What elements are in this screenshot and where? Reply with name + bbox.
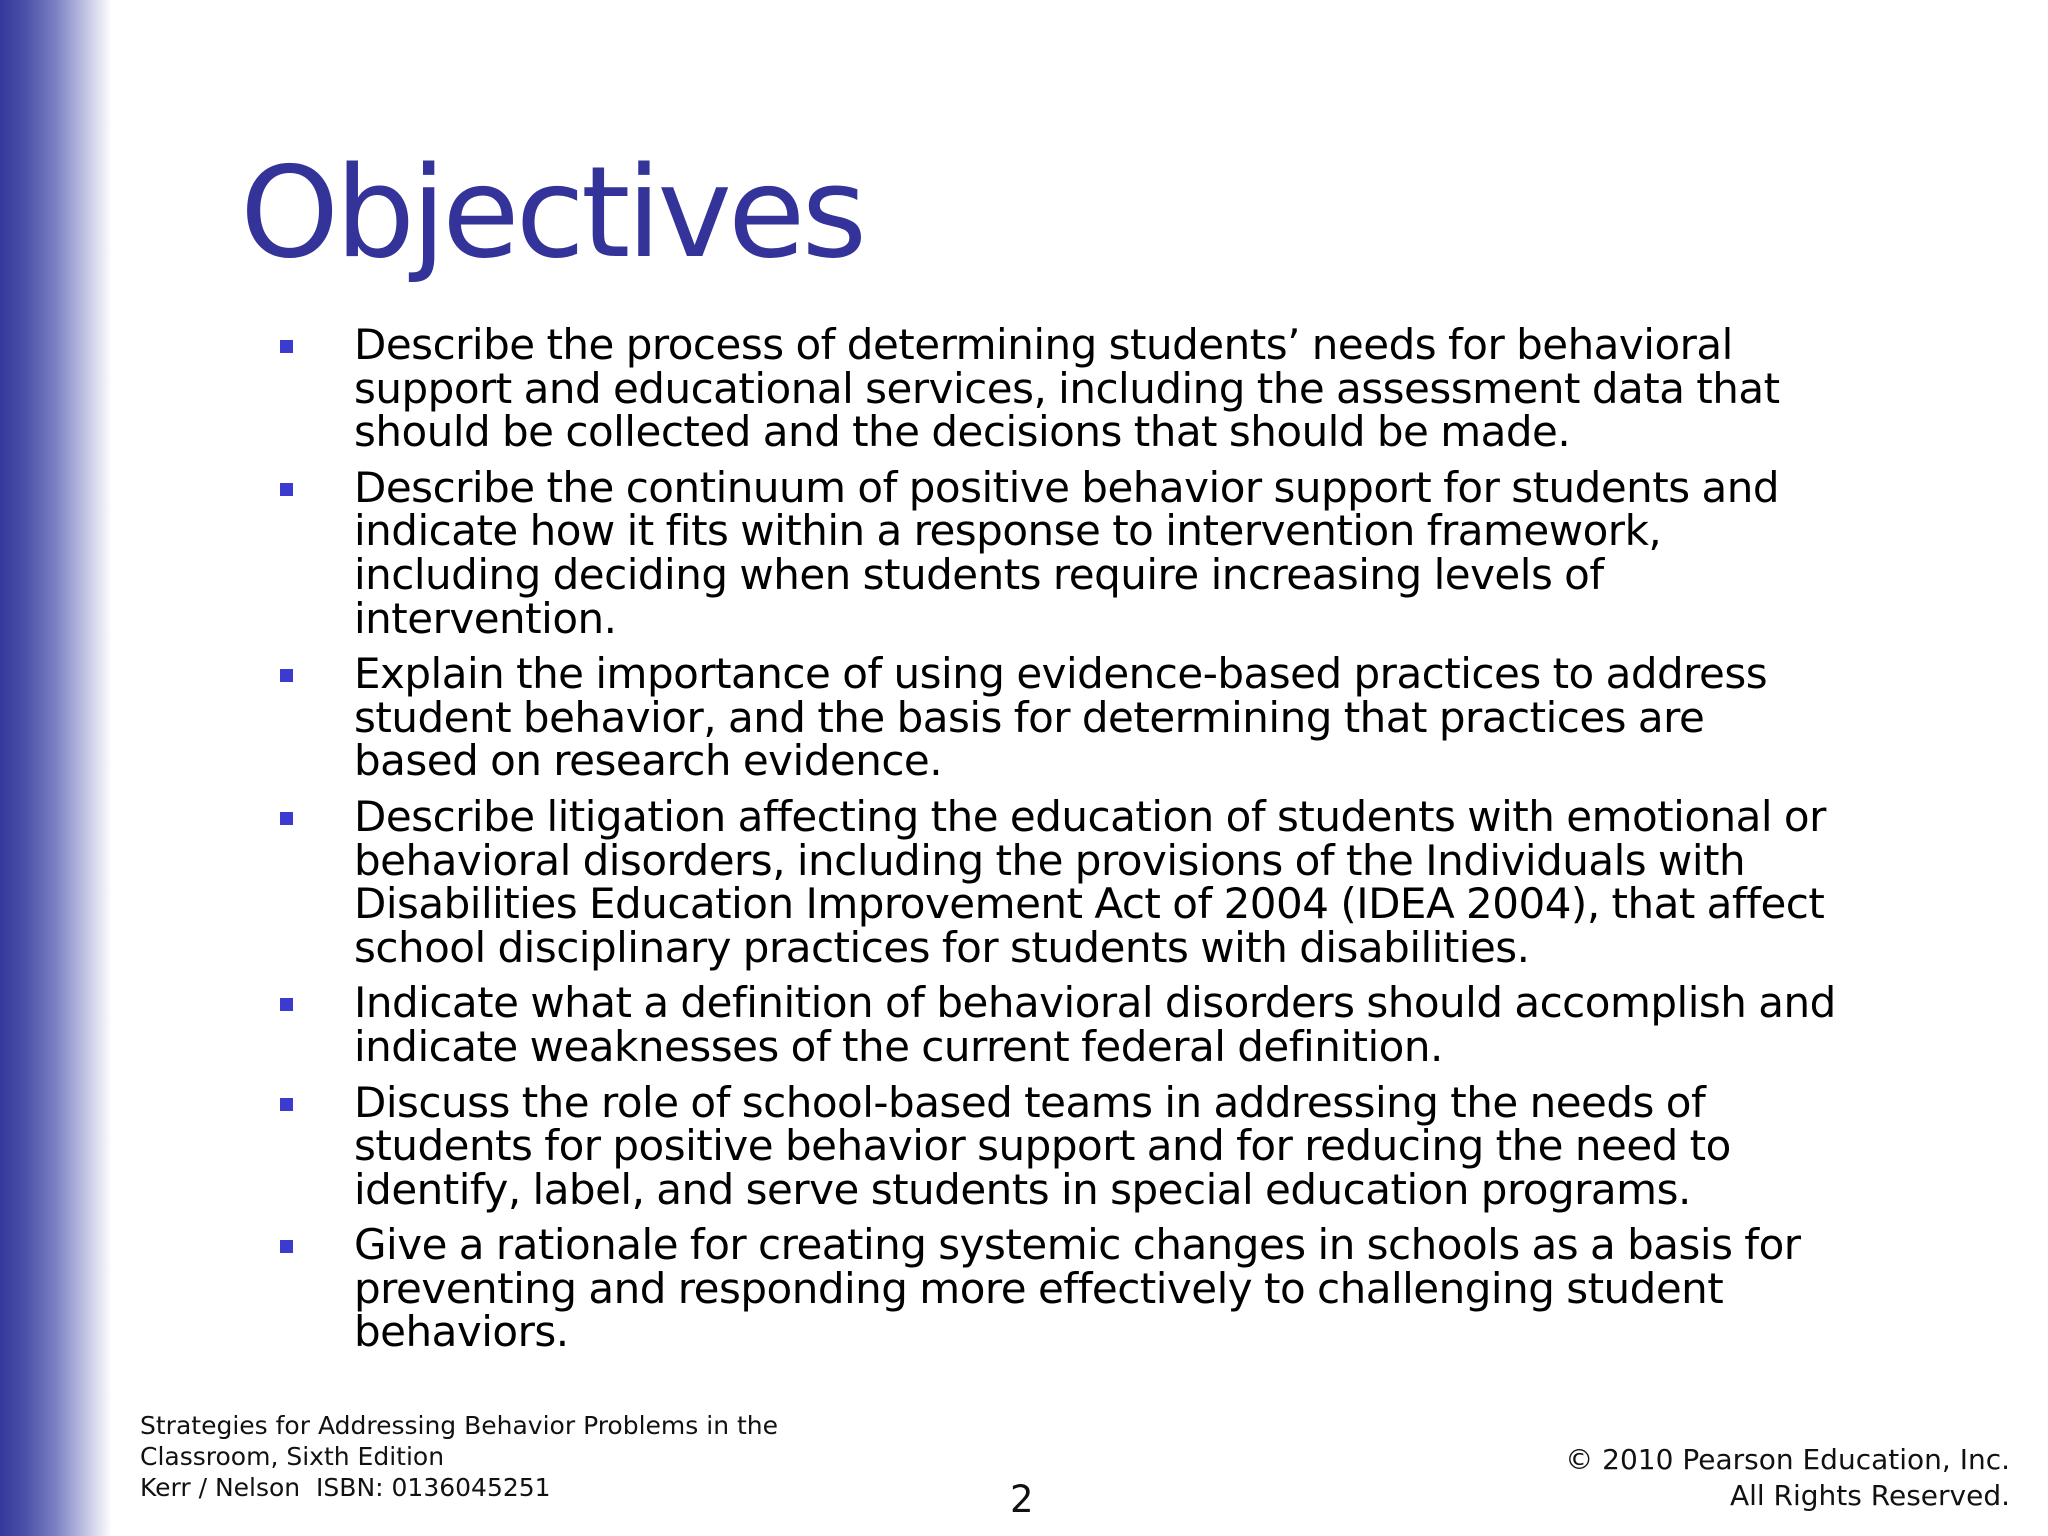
square-bullet-icon bbox=[280, 812, 293, 825]
objective-item bbox=[280, 1220, 1840, 1357]
objective-text: Indicate what a definition of behavioral disorders should accomplish and indicate weaknesses of the current federal definition. bbox=[354, 978, 1836, 1071]
square-bullet-icon bbox=[280, 669, 293, 682]
objective-text: Give a rationale for creating systemic changes in schools as a basis for preventing and responding more effectively to challenging student behaviors. bbox=[354, 1220, 1801, 1357]
objectives-list bbox=[280, 320, 1840, 1366]
square-bullet-icon bbox=[280, 998, 293, 1011]
objective-text: Describe the continuum of positive behavior support for students and indicate how it fits within a response to intervention framework, including deciding when students require increasing levels of intervention. bbox=[354, 462, 1780, 643]
square-bullet-icon bbox=[280, 483, 293, 496]
objective-item bbox=[280, 1077, 1840, 1214]
copyright-line: © 2010 Pearson Education, Inc. bbox=[1565, 1443, 2010, 1476]
slide-title: Objectives bbox=[240, 139, 864, 286]
copyright-footer bbox=[1565, 1442, 2010, 1514]
book-edition-line: Classroom, Sixth Edition bbox=[140, 1442, 445, 1471]
objective-item bbox=[280, 649, 1840, 786]
left-gradient-band bbox=[0, 0, 112, 1536]
square-bullet-icon bbox=[280, 340, 293, 353]
objective-text: Explain the importance of using evidence-based practices to address student behavior, and the basis for determining that practices are based on research evidence. bbox=[354, 649, 1768, 786]
book-authors-isbn-line: Kerr / Nelson ISBN: 0136045251 bbox=[140, 1473, 551, 1502]
book-title-line: Strategies for Addressing Behavior Problems in the bbox=[140, 1411, 779, 1440]
square-bullet-icon bbox=[280, 1240, 293, 1253]
objective-text: Describe the process of determining students’ needs for behavioral support and educational services, including the assessment data that should be collected and the decisions that should be made. bbox=[354, 320, 1780, 457]
square-bullet-icon bbox=[280, 1098, 293, 1111]
objective-item bbox=[280, 462, 1840, 643]
objective-text: Describe litigation affecting the education of students with emotional or behavioral disorders, including the provisions of the Individuals with Disabilities Education Improvement Act of 2004 (IDEA 2004), that affect school disciplinary practices for students with disabilities. bbox=[354, 791, 1826, 972]
rights-line: All Rights Reserved. bbox=[1729, 1479, 2010, 1512]
objective-text: Discuss the role of school-based teams in addressing the needs of students for positive behavior support and for reducing the need to identify, label, and serve students in special education programs. bbox=[354, 1077, 1731, 1214]
objective-item bbox=[280, 978, 1840, 1071]
page-number: 2 bbox=[1010, 1478, 1034, 1521]
objective-item bbox=[280, 320, 1840, 457]
book-reference-footer bbox=[140, 1410, 778, 1503]
objective-item bbox=[280, 791, 1840, 972]
